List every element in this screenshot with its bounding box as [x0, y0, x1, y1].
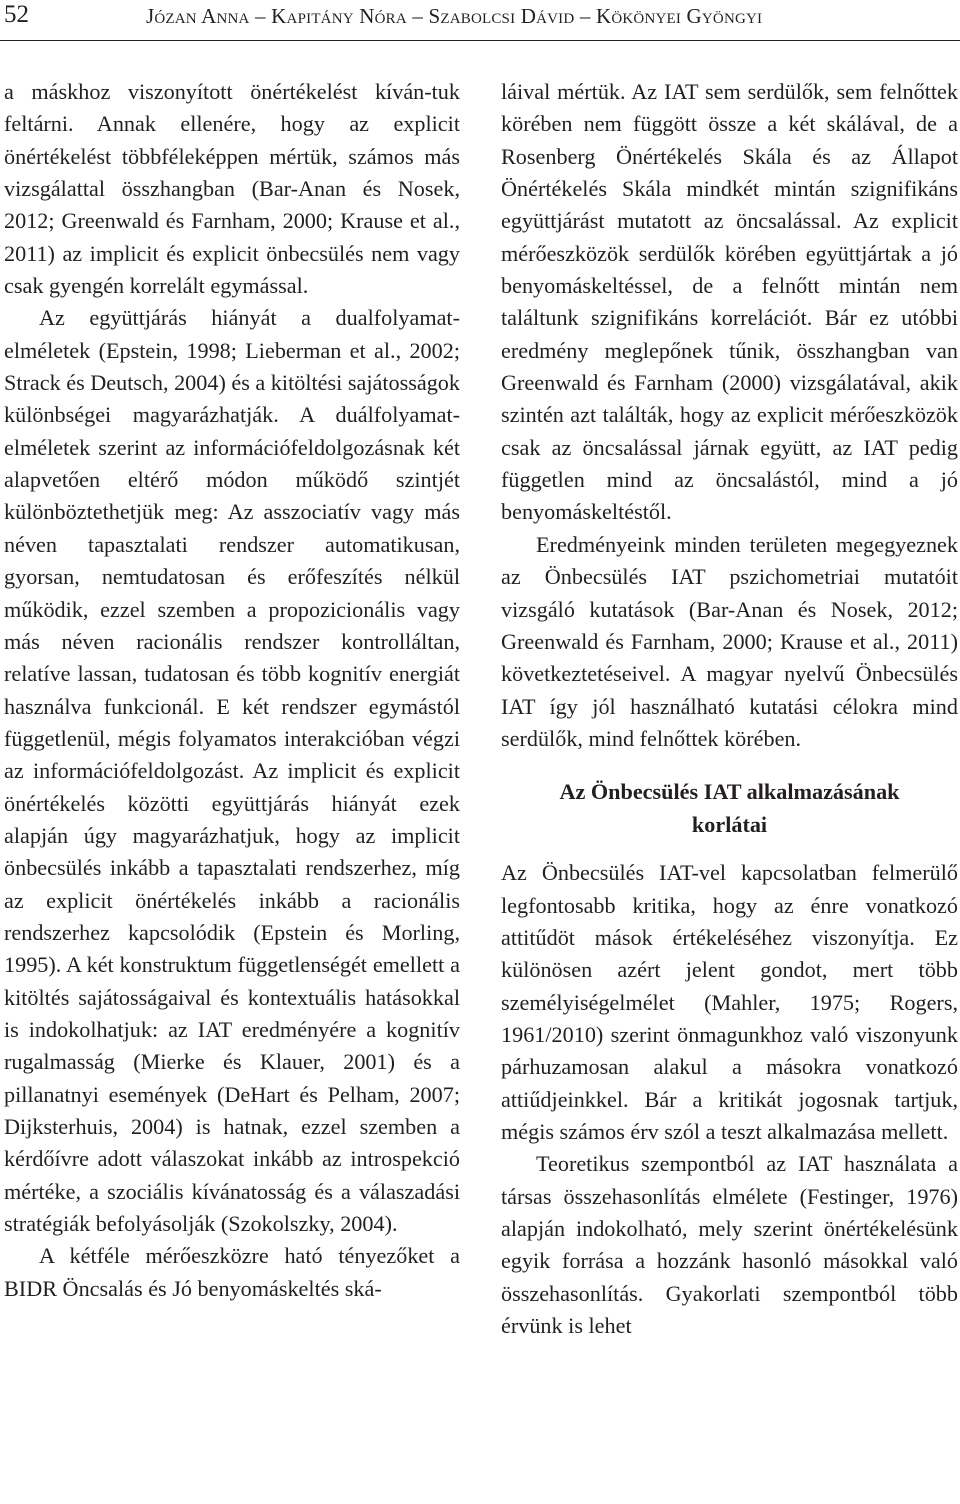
right-paragraph-3: Az Önbecsülés IAT-vel kapcsolatban felmerülő legfontosabb kritika, hogy az énre vonatkozó attitűdöt mások értékeléséhez viszonyítja. Ez különösen azért jelent gondot, mert több személyiségelmélet (Mahler, 1975; Rogers, 1961/2010) szerint önmagunkhoz való viszonyunk párhuzamosan alakul a mások​ra vonatkozó attiűdjeinkkel. Bár a kritikát jogosnak tartjuk, mégis számos érv szól a teszt alkalmazása mellett. — [501, 860, 958, 1144]
left-paragraph-3: A kétféle mérőeszközre ható tényezőket a BIDR Öncsalás és Jó benyomáskeltés ská- — [4, 1243, 460, 1301]
header-rule — [0, 40, 960, 41]
right-paragraph-2: Eredményeink minden területen megegyeznek az Önbecsülés IAT pszichometriai mutatóit vizsgáló kutatások (Bar-Anan és Nosek, 2012; Greenwald és Farnham, 2000; Krause et al., 2011) következtetéseivel. A magyar nyelvű Önbecsülés IAT így jól használható kutatási célokra mind serdülők, mind felnőttek körében. — [501, 531, 958, 751]
left-paragraph-2: Az együttjárás hiányát a dualfolyamat-elméletek (Epstein, 1998; Lieberman et al., 2002; Strack és Deutsch, 2004) és a kitöltési sajátosságok különbségei magyarázhatják. A duálfolyamat-elméletek szerint az információfeldolgozásnak két alapvetően eltérő módon működő szintjét különböztethetjük meg: Az asszociatív vagy más néven tapasztalati rendszer automatikusan, gyorsan, nemtudatosan és erőfeszítés nélkül működik, ezzel szemben a propozicionális vagy más néven racionális rendszer kontrolláltan, relatíve lassan, tudatosan és több kognitív energiát használva funkcionál. E két rendszer egymástól függetlenül, mégis folyamatos interakcióban végzi az információfeldolgozást. Az implicit és explicit önértékelés közötti együttjárás hiányát ezek alapján úgy magyarázhatjuk, hogy az implicit önbecsülés inkább a tapasztalati rendszerhez, míg az explicit önértékelés inkább a racionális rendszerhez kapcsolódik (Epstein és Morling, 1995). A két konstruktum függetlenségét emellett a kitöltés sajátosságaival és kontextuális hatásokkal is indokolhatjuk: az IAT eredményére a kognitív rugalmasság (Mierke és Klauer, 2001) és a pillanatnyi események (DeHart és Pelham, 2007; Dijksterhuis, 2004) is hatnak, ezzel szemben a kérdőívre adott válaszokat inkább az introspekció mértéke, a szociális kívánatosság és a válaszadási stratégiák befolyásolják (Szokolszky, 2004). — [4, 305, 460, 1237]
page-number: 52 — [4, 1, 29, 28]
left-column — [4, 76, 460, 1305]
right-column — [501, 76, 958, 1342]
left-paragraph-1: a máskhoz viszonyított önértékelést kíván-tuk feltárni. Annak ellenére, hogy az explicit önértékelést többféleképpen mértük, számos más vizsgálattal összhangban (Bar-Anan és Nosek, 2012; Greenwald és Farnham, 2000; Krause et al., 2011) az implicit és explicit önbecsülés nem vagy csak gyengén korrelált egymással. — [4, 79, 460, 299]
right-paragraph-1: láival mértük. Az IAT sem serdülők, sem felnőttek körében nem függött össze a két skálával, de a Rosenberg Önértékelés Skála és az Állapot Önértékelés Skála mindkét mintán szignifikáns együttjárást mutatott az öncsalással. Az explicit mérőeszközök serdülők körében együttjártak a jó benyomáskeltéssel, de a felnőtt mintán nem találtunk szignifikáns korrelációt. Bár ez utóbbi eredmény meglepőnek tűnik, összhangban van Greenwald és Farnham (2000) vizsgálatával, akik szintén azt találták, hogy az explicit mérőeszközök csak az öncsalással járnak együtt, az IAT pedig független mind az öncsalástól, mind a jó benyomáskeltéstől. — [501, 79, 958, 525]
section-heading: Az Önbecsülés IAT alkalmazásának korlátai — [559, 779, 900, 838]
running-head — [0, 0, 960, 44]
right-paragraph-4: Teoretikus szempontból az IAT használata a társas összehasonlítás elmélete (Festinger, 1976) alapján indokolható, mely szerint önértékelésünk egyik forrása a hozzánk hasonló másokkal való összehasonlítás. Gyakorlati szempontból több érvünk is lehet — [501, 1151, 958, 1339]
running-head-authors: Józan Anna – Kapitány Nóra – Szabolcsi Dávid – Kökönyei Gyöngyi — [146, 4, 763, 28]
